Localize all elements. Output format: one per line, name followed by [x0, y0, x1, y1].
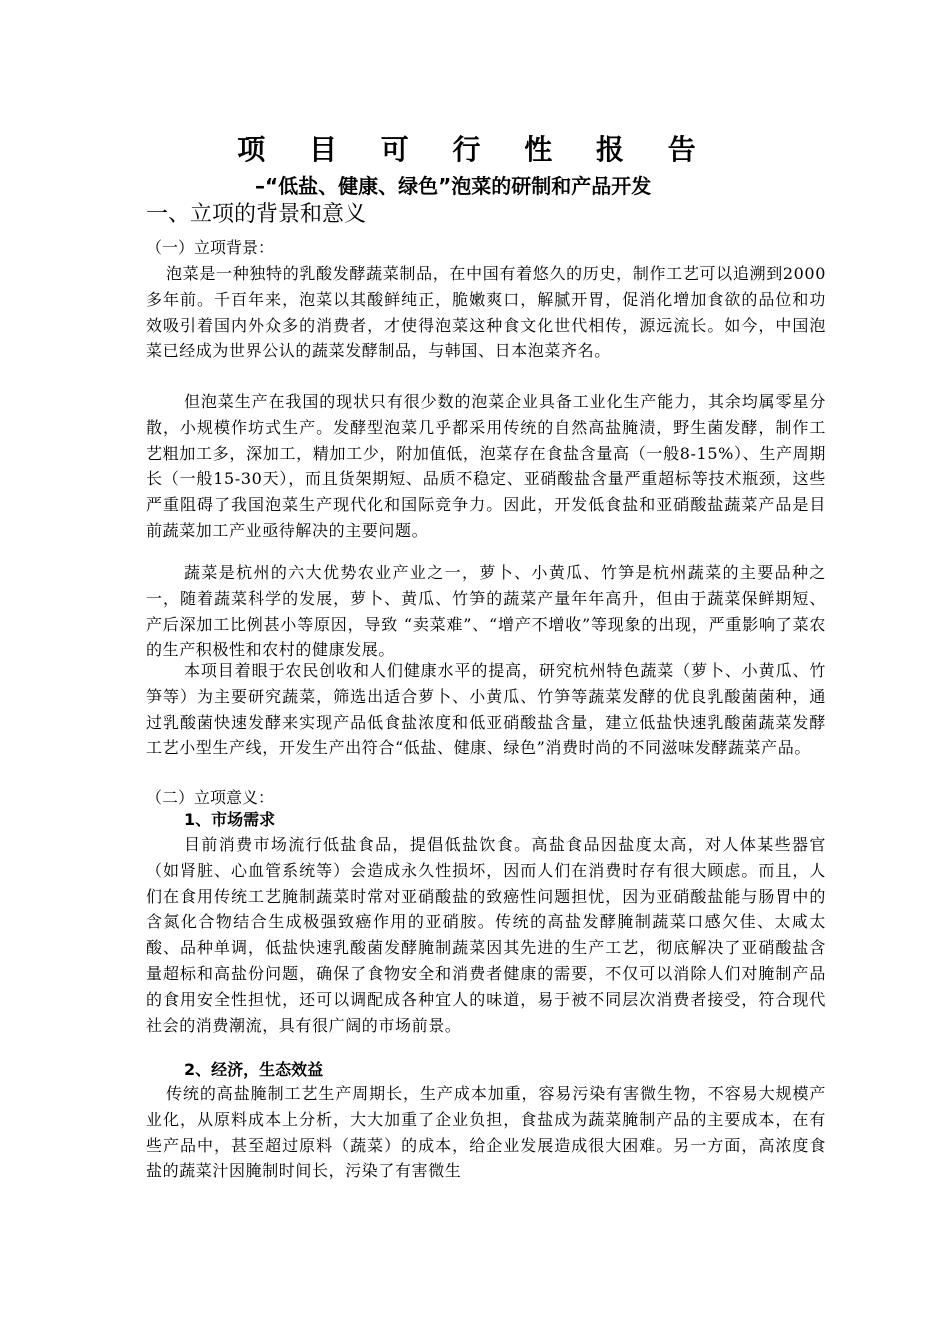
- economy-paragraph: 传统的高盐腌制工艺生产周期长，生产成本加重，容易污染有害微生物，不容易大规模产业化，从原料成本上分析，大大加重了企业负担，食盐成为蔬菜腌制产品的主要成本，在有些产品中，甚至超过原料（蔬菜）的成本，给企业发展造成很大困难。另一方面，高浓度食盐的蔬菜汁因腌制时间长，污染了有害微生: [146, 1084, 826, 1181]
- document-title: 项 目 可 行 性 报 告: [237, 133, 713, 166]
- background-paragraph-1: 泡菜是一种独特的乳酸发酵蔬菜制品，在中国有着悠久的历史，制作工艺可以追溯到2000多年前。千百年来，泡菜以其酸鲜纯正，脆嫩爽口，解腻开胃，促消化增加食欲的品位和功效吸引着国内外众多的消费者，才使得泡菜这种食文化世代相传，源远流长。如今，中国泡菜已经成为世界公认的蔬菜发酵制品，与韩国、日本泡菜齐名。: [146, 264, 826, 361]
- heading-economic-ecological-benefits: 2、经济，生态效益: [184, 1060, 324, 1079]
- document-subtitle: –“低盐、健康、绿色”泡菜的研制和产品开发: [255, 174, 652, 198]
- background-paragraph-3: 蔬菜是杭州的六大优势农业产业之一，萝卜、小黄瓜、竹笋是杭州蔬菜的主要品种之一，随着蔬菜科学的发展，萝卜、黄瓜、竹笋的蔬菜产量年年高升，但由于蔬菜保鲜期短、产后深加工比例甚小等原因，导致 “卖菜难”、“增产不增收”等现象的出现，严重影响了菜农的生产积极性和农村的健康发展。: [146, 563, 826, 660]
- background-paragraph-4: 本项目着眼于农民创收和人们健康水平的提高，研究杭州特色蔬菜（萝卜、小黄瓜、竹笋等）为主要研究蔬菜，筛选出适合萝卜、小黄瓜、竹笋等蔬菜发酵的优良乳酸菌菌种，通过乳酸菌快速发酵来实现产品低食盐浓度和低亚硝酸盐含量，建立低盐快速乳酸菌蔬菜发酵工艺小型生产线，开发生产出符合“低盐、健康、绿色”消费时尚的不同滋味发酵蔬菜产品。: [146, 661, 826, 758]
- background-paragraph-2: 但泡菜生产在我国的现状只有很少数的泡菜企业具备工业化生产能力，其余均属零星分散，小规模作坊式生产。发酵型泡菜几乎都采用传统的自然高盐腌渍，野生菌发酵，制作工艺粗加工多，深加工，精加工少，附加值低，泡菜存在食盐含量高（一般8-15%）、生产周期长（一般15-30天），而且货架期短、品质不稳定、亚硝酸盐含量严重超标等技术瓶颈，这些严重阻碍了我国泡菜生产现代化和国际竞争力。因此，开发低食盐和亚硝酸盐蔬菜产品是目前蔬菜加工产业亟待解决的主要问题。: [146, 392, 826, 540]
- heading-market-demand: 1、市场需求: [184, 810, 276, 829]
- market-paragraph: 目前消费市场流行低盐食品，提倡低盐饮食。高盐食品因盐度太高，对人体某些器官（如肾脏、心血管系统等）会造成永久性损坏，因而人们在消费时存有很大顾虑。而且，人们在食用传统工艺腌制蔬菜时常对亚硝酸盐的致癌性问题担忧，因为亚硝酸盐能与肠胃中的含氮化合物结合生成极强致癌作用的亚硝胺。传统的高盐发酵腌制蔬菜口感欠佳、太咸太酸、品种单调，低盐快速乳酸菌发酵腌制蔬菜因其先进的生产工艺，彻底解决了亚硝酸盐含量超标和高盐份问题，确保了食物安全和消费者健康的需要，不仅可以消除人们对腌制产品的食用安全性担忧，还可以调配成各种宜人的味道，易于被不同层次消费者接受，符合现代社会的消费潮流，具有很广阔的市场前景。: [146, 835, 826, 1035]
- subsection-heading-significance: （二）立项意义：: [146, 788, 275, 807]
- subsection-heading-background: （一）立项背景：: [146, 238, 275, 257]
- section-heading-background-significance: 一、立项的背景和意义: [146, 202, 367, 227]
